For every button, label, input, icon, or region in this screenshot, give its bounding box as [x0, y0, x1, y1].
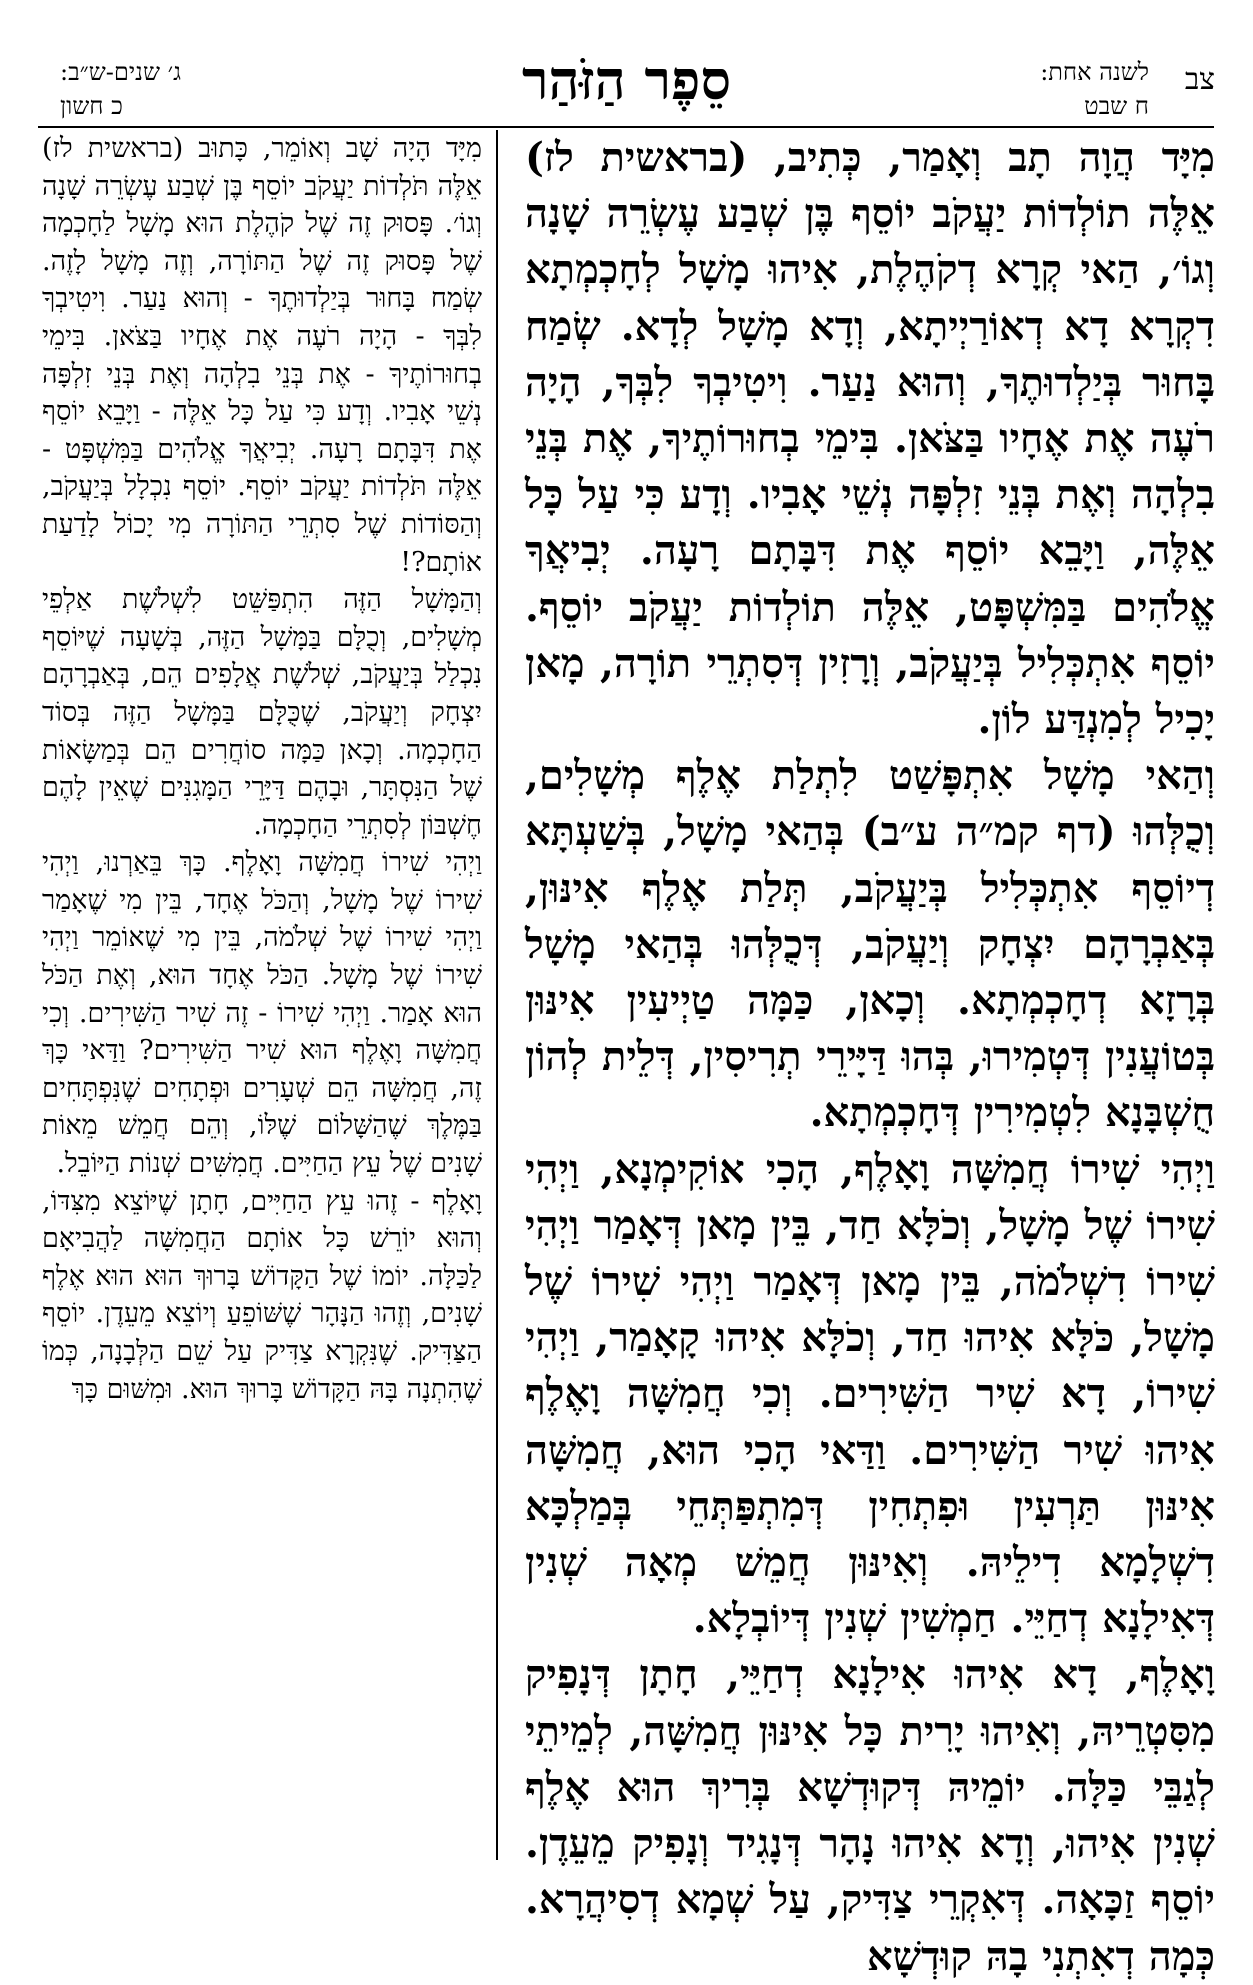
side-paragraph-3: וַיְהִי שִׁירוֹ חֲמִשָּׁה וָאָלֶף. כָּךְ בֵּאַרְנוּ, וַיְהִי שִׁירוֹ שֶׁל מָשָׁל, וְהַכֹּל אֶחָד, בֵּין מִי שֶׁאָמַר וַיְהִי שִׁירוֹ שֶׁל שְׁלֹמֹה, בֵּין מִי שֶׁאוֹמֵר וַיְהִי שִׁירוֹ שֶׁל מָשָׁל. הַכֹּל אֶחָד הוּא, וְאֶת הַכֹּל הוּא אָמַר. וַיְהִי שִׁירוֹ - זֶה שִׁיר הַשִּׁירִים. וְכִי חֲמִשָּׁה וָאֶלֶף הוּא שִׁיר הַשִּׁירִים? וַדַּאי כָּךְ זֶה, חֲמִשָּׁה הֵם שְׁעָרִים וּפְתָחִים שֶׁנִּפְתָּחִים בַּמֶּלֶךְ שֶׁהַשָּׁלוֹם שֶׁלּוֹ, וְהֵם חֲמֵשׁ מֵאוֹת שָׁנִים שֶׁל עֵץ הַחַיִּים. חֲמִשִּׁים שְׁנוֹת הַיּוֹבֵל. — [42, 847, 482, 1180]
side-column-translation — [42, 130, 482, 1870]
page-number: צב — [1184, 62, 1215, 97]
column-divider — [496, 130, 498, 1860]
main-paragraph-1: מִיָּד הֲוָה תָב וְאָמַר, כְּתִיב, (בראשית לז) אֵלֶּה תוֹלְדוֹת יַעֲקֹב יוֹסֵף בֶּן שְׁבַע עֶשְׂרֵה שָׁנָה וְגוֹ׳, הַאי קְרָא דְקֹהֶלֶת, אִיהוּ מָשָׁל לְחָכְמְתָא דִקְרָא דָא דְאוֹרַיְיתָא, וְדָא מָשָׁל לְדָא. שְׂמַח בָּחוּר בְּיַלְדוּתֶךָ, וְהוּא נַעַר. וִיטִיבְךָ לִבְּךָ, הָיָה רֹעֶה אֶת אֶחָיו בַּצֹּאן. בִּימֵי בְחוּרוֹתֶיךָ, אֶת בְּנֵי בִלְהָה וְאֶת בְּנֵי זִלְפָּה נְשֵׁי אָבִיו. וְדָע כִּי עַל כָּל אֵלֶּה, וַיָּבֵא יוֹסֵף אֶת דִּבָּתָם רָעָה. יְבִיאֲךָ אֱלֹהִים בַּמִּשְׁפָּט, אֵלֶּה תוֹלְדוֹת יַעֲקֹב יוֹסֵף. יוֹסֵף אִתְכְּלִיל בְּיַעֲקֹב, וְרָזִין דְּסִתְרֵי תוֹרָה, מָאן יָכִיל לְמִנְדַּע לוֹן. — [525, 134, 1216, 744]
main-paragraph-4: וָאָלֶף, דָא אִיהוּ אִילָנָא דְחַיֵּי, חָתָן דְּנָפִיק מִסִּטְרֵיהּ, וְאִיהוּ יָרִית כָּל אִינּוּן חֲמִשָּׁה, לְמֵיתֵי לְגַבֵּי כַּלָּה. יוֹמֵיהּ דְּקוּדְשָׁא בְּרִיךְ הוּא אֶלֶף שְׁנִין אִיהוּ, וְדָא אִיהוּ נָהָר דְּנָגִיד וְנָפִיק מֵעֵדֶן. יוֹסֵף זַכָּאָה. דְּאִקְרֵי צַדִּיק, עַל שְׁמָא דְסִיהֲרָא. כְּמָה דְאִתְנִי בָהּ קוּדְשָׁא — [525, 1651, 1215, 1980]
page-header — [0, 0, 1253, 120]
side-paragraph-2: וְהַמָּשָׁל הַזֶּה הִתְפַּשֵּׁט לִשְׁלֹשֶׁת אַלְפֵי מְשָׁלִים, וְכֻלָּם בַּמָּשָׁל הַזֶּה, בְּשָׁעָה שֶׁיּוֹסֵף נִכְלַל בְּיַעֲקֹב, שְׁלֹשֶׁת אֲלָפִים הֵם, בְּאַבְרָהָם יִצְחָק וְיַעֲקֹב, שֶׁכֻּלָּם בַּמָּשָׁל הַזֶּה בְּסוֹד הַחָכְמָה. וְכָאן כַּמָּה סוֹחֲרִים הֵם בְּמַשָּׂאוֹת שֶׁל הַנִּסְתָּר, וּבָהֶם דַּיָּרֵי הַמָּגִנִּים שֶׁאֵין לָהֶם חֶשְׁבּוֹן לְסִתְרֵי הַחָכְמָה. — [42, 584, 482, 841]
side-paragraph-4: וָאָלֶף - זֶהוּ עֵץ הַחַיִּים, חָתָן שֶׁיּוֹצֵא מִצִּדּוֹ, וְהוּא יוֹרֵשׁ כָּל אוֹתָם הַחֲמִשָּׁה לַהֲבִיאָם לַכַּלָּה. יוֹמוֹ שֶׁל הַקָּדוֹשׁ בָּרוּךְ הוּא הוּא אֶלֶף שָׁנִים, וְזֶהוּ הַנָּהָר שֶׁשּׁוֹפֵעַ וְיוֹצֵא מֵעֵדֶן. יוֹסֵף הַצַּדִּיק. שֶׁנִּקְרָא צַדִּיק עַל שֵׁם הַלְּבָנָה, כְּמוֹ שֶׁהִתְנָה בָּהּ הַקָּדוֹשׁ בָּרוּךְ הוּא. וּמִשּׁוּם כָּךְ — [42, 1185, 482, 1405]
main-paragraph-2: וְהַאי מָשָׁל אִתְפָּשַׁט לִתְלַת אֶלֶף מְשָׁלִים, וְכֻלְּהוּ (דף קמ״ה ע״ב) בְּהַאי מָשָׁל, בְּשַׁעְתָּא דְיוֹסֵף אִתְכְּלִיל בְּיַעֲקֹב, תְּלַת אֶלֶף אִינּוּן, בְּאַבְרָהָם יִצְחָק וְיַעֲקֹב, דְּכֻלְּהוּ בְּהַאי מָשָׁל בְּרָזָא דְחָכְמְתָא. וְכָאן, כַּמָּה טַיְיעִין אִינּוּן בְּטוֹעֲנִין דְּטְמִירוּ, בְּהוּ דַּיָּירֵי תְרִיסִין, דְּלֵית לְהוֹן חֻשְׁבָּנָא לִטְמִירִין דְּחָכְמְתָא. — [525, 752, 1215, 1137]
month-label: כ חשון — [60, 92, 123, 120]
main-column-aramaic — [525, 130, 1216, 1980]
header-rule — [38, 126, 1214, 128]
main-paragraph-3: וַיְהִי שִׁירוֹ חֲמִשָּׁה וָאָלֶף, הָכִי אוֹקִימְנָא, וַיְהִי שִׁירוֹ שֶׁל מָשָׁל, וְכֹלָּא חַד, בֵּין מָאן דְּאָמַר וַיְהִי שִׁירוֹ דִשְׁלֹמֹה, בֵּין מָאן דְּאָמַר וַיְהִי שִׁירוֹ שֶׁל מָשָׁל, כֹּלָּא אִיהוּ חַד, וְכֹלָּא אִיהוּ קָאָמַר, וַיְהִי שִׁירוֹ, דָא שִׁיר הַשִּׁירִים. וְכִי חֲמִשָּׁה וָאֶלֶף אִיהוּ שִׁיר הַשִּׁירִים. וַדַּאי הָכִי הוּא, חֲמִשָּׁה אִינּוּן תַּרְעִין וּפִתְחִין דְּמִתְפַּתְּחֵי בְּמַלְכָּא דִשְׁלָמָא דִילֵיהּ. וְאִינּוּן חֲמֵשׁ מְאָה שְׁנִין דְּאִילָנָא דְחַיֵּי. חַמְשִׁין שְׁנִין דְּיוֹבְלָא. — [525, 1145, 1215, 1643]
cycle-label: ג׳ שנים-ש״ב: — [60, 58, 182, 86]
year-label: לשנה אחת: — [1040, 58, 1149, 86]
book-title: סֵפֶר הַזֹּהַר — [521, 48, 732, 112]
date-label: ח שבט — [1084, 92, 1149, 120]
side-paragraph-1: מִיָּד הָיָה שָׁב וְאוֹמֵר, כָּתוּב (בראשית לז) אֵלֶּה תֹּלְדוֹת יַעֲקֹב יוֹסֵף בֶּן שְׁבַע עֶשְׂרֵה שָׁנָה וְגוֹ׳. פָּסוּק זֶה שֶׁל קֹהֶלֶת הוּא מָשָׁל לַחָכְמָה שֶׁל פָּסוּק זֶה שֶׁל הַתּוֹרָה, וְזֶה מָשָׁל לָזֶה. שְׂמַח בָּחוּר בְּיַלְדוּתֶךָ - וְהוּא נַעַר. וִיטִיבְךָ לִבְּךָ - הָיָה רֹעֶה אֶת אֶחָיו בַּצֹּאן. בִּימֵי בְחוּרוֹתֶיךָ - אֶת בְּנֵי בִלְהָה וְאֶת בְּנֵי זִלְפָּה נְשֵׁי אָבִיו. וְדָע כִּי עַל כָּל אֵלֶּה - וַיָּבֵא יוֹסֵף אֶת דִּבָּתָם רָעָה. יְבִיאֲךָ אֱלֹהִים בַּמִּשְׁפָּט - אֵלֶּה תֹּלְדוֹת יַעֲקֹב יוֹסֵף. יוֹסֵף נִכְלָל בְּיַעֲקֹב, וְהַסּוֹדוֹת שֶׁל סִתְרֵי הַתּוֹרָה מִי יָכוֹל לָדַעַת אוֹתָם?! — [42, 133, 482, 578]
